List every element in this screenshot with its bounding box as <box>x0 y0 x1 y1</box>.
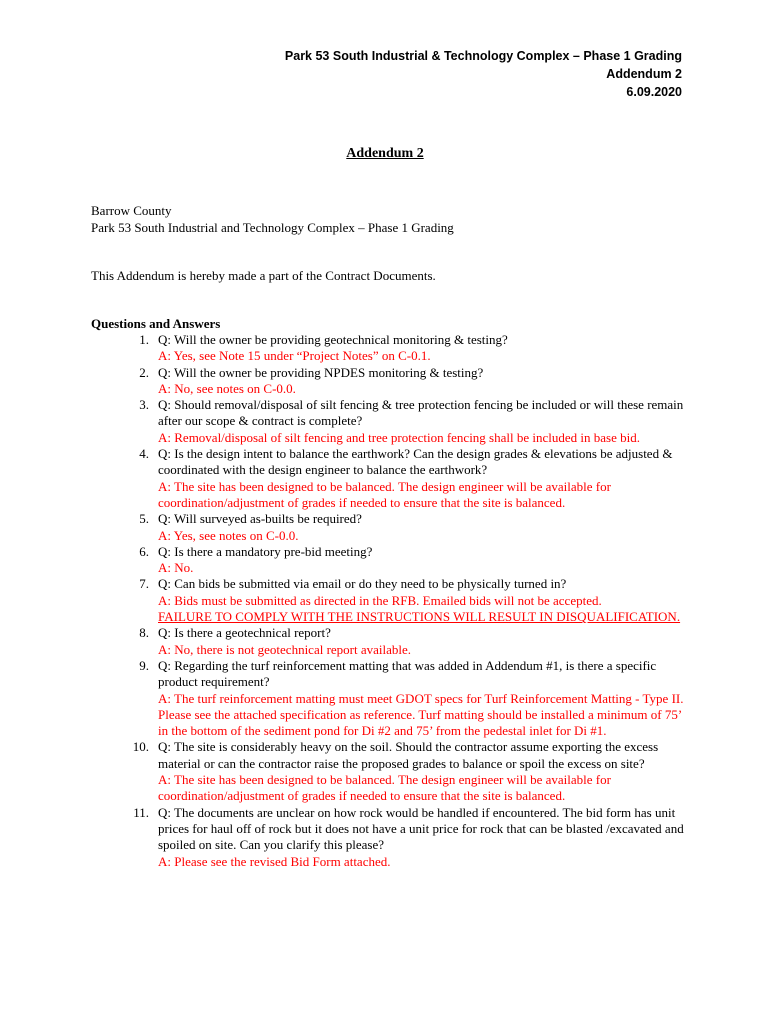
qa-item <box>91 397 691 446</box>
answer-text: A: Removal/disposal of silt fencing and tree protection fencing shall be included in base bid. <box>158 429 640 445</box>
header-addendum-line: Addendum 2 <box>606 67 682 81</box>
qa-item <box>91 576 691 625</box>
qa-item <box>91 739 691 804</box>
owner-project: Park 53 South Industrial and Technology Complex – Phase 1 Grading <box>91 220 454 235</box>
document-title: Addendum 2 <box>346 146 424 161</box>
answer-text: A: Yes, see Note 15 under “Project Notes” on C-0.1. <box>158 348 431 364</box>
owner-county: Barrow County <box>91 203 172 218</box>
qa-number: 10. <box>132 739 149 755</box>
answer-text: A: No, there is not geotechnical report available. <box>158 641 412 657</box>
qa-number: 1. <box>139 332 149 347</box>
question-text: Q: Should removal/disposal of silt fencing & tree protection fencing be included or will these remain after our scope & contract is complete? <box>158 397 684 429</box>
answer-text: A: Please see the revised Bid Form attached. <box>158 853 391 869</box>
qa-number: 4. <box>139 446 149 462</box>
intro-text: This Addendum is hereby made a part of the Contract Documents. <box>91 268 436 283</box>
qa-number: 5. <box>139 511 149 527</box>
answer-text: A: Bids must be submitted as directed in the RFB. Emailed bids will not be accepted. <box>158 592 602 608</box>
owner-block <box>91 202 454 236</box>
qa-number: 2. <box>139 364 149 380</box>
question-text: Q: Is the design intent to balance the earthwork? Can the design grades & elevations be adjusted & coordinated with the design engineer to balance the earthwork? <box>158 446 673 478</box>
question-text: Q: Will the owner be providing NPDES monitoring & testing? <box>158 364 484 380</box>
qa-number: 3. <box>139 397 149 413</box>
qa-item <box>91 805 691 870</box>
question-text: Q: Is there a geotechnical report? <box>158 625 331 641</box>
qa-item <box>91 446 691 511</box>
qa-number: 11. <box>133 804 149 820</box>
header-project-line: Park 53 South Industrial & Technology Complex – Phase 1 Grading <box>284 49 682 63</box>
question-text: Q: Will surveyed as-builts be required? <box>158 511 362 527</box>
qa-item <box>91 332 691 365</box>
answer-text: A: No, see notes on C-0.0. <box>158 380 296 396</box>
qa-item <box>91 658 691 739</box>
question-text: Q: The documents are unclear on how rock would be handled if encountered. The bid form has unit prices for haul off of rock but it does not have a unit price for rock that can be blasted /excavated and spoiled on site. Can you clarify this please? <box>158 804 684 853</box>
question-text: Q: Can bids be submitted via email or do they need to be physically turned in? <box>158 576 567 592</box>
answer-text: A: The turf reinforcement matting must meet GDOT specs for Turf Reinforcement Matting - Type II. Please see the attached specification as reference. Turf matting should be installed a minimum of 75’ in the bottom of the sediment pond for Di #2 and 75’ from the pedestal inlet for Di #1. <box>158 690 684 739</box>
question-text: Q: Will the owner be providing geotechnical monitoring & testing? <box>158 332 508 347</box>
qa-number: 8. <box>139 625 149 641</box>
question-text: Q: Regarding the turf reinforcement matting that was added in Addendum #1, is there a specific product requirement? <box>158 657 657 690</box>
question-text: Q: The site is considerably heavy on the soil. Should the contractor assume exporting the excess material or can the contractor raise the proposed grades to balance or spoil the excess on site? <box>158 739 659 771</box>
qa-number: 9. <box>139 657 149 673</box>
header-date-line: 6.09.2020 <box>626 85 682 99</box>
qa-item <box>91 625 691 658</box>
qa-list <box>91 332 691 870</box>
answer-warning: FAILURE TO COMPLY WITH THE INSTRUCTIONS WILL RESULT IN DISQUALIFICATION. <box>158 609 681 625</box>
page-header <box>285 47 682 101</box>
qa-number: 6. <box>139 543 149 559</box>
qa-item <box>91 365 691 398</box>
answer-text: A: The site has been designed to be balanced. The design engineer will be available for coordination/adjustment of grades if needed to ensure that the site is balanced. <box>158 478 611 510</box>
question-text: Q: Is there a mandatory pre-bid meeting? <box>158 543 373 559</box>
answer-text: A: Yes, see notes on C-0.0. <box>158 527 299 543</box>
qa-heading: Questions and Answers <box>91 316 221 331</box>
qa-number: 7. <box>139 576 149 592</box>
answer-text: A: The site has been designed to be balanced. The design engineer will be available for coordination/adjustment of grades if needed to ensure that the site is balanced. <box>158 772 611 804</box>
qa-item <box>91 511 691 544</box>
qa-item <box>91 544 691 577</box>
answer-text: A: No. <box>158 560 194 576</box>
